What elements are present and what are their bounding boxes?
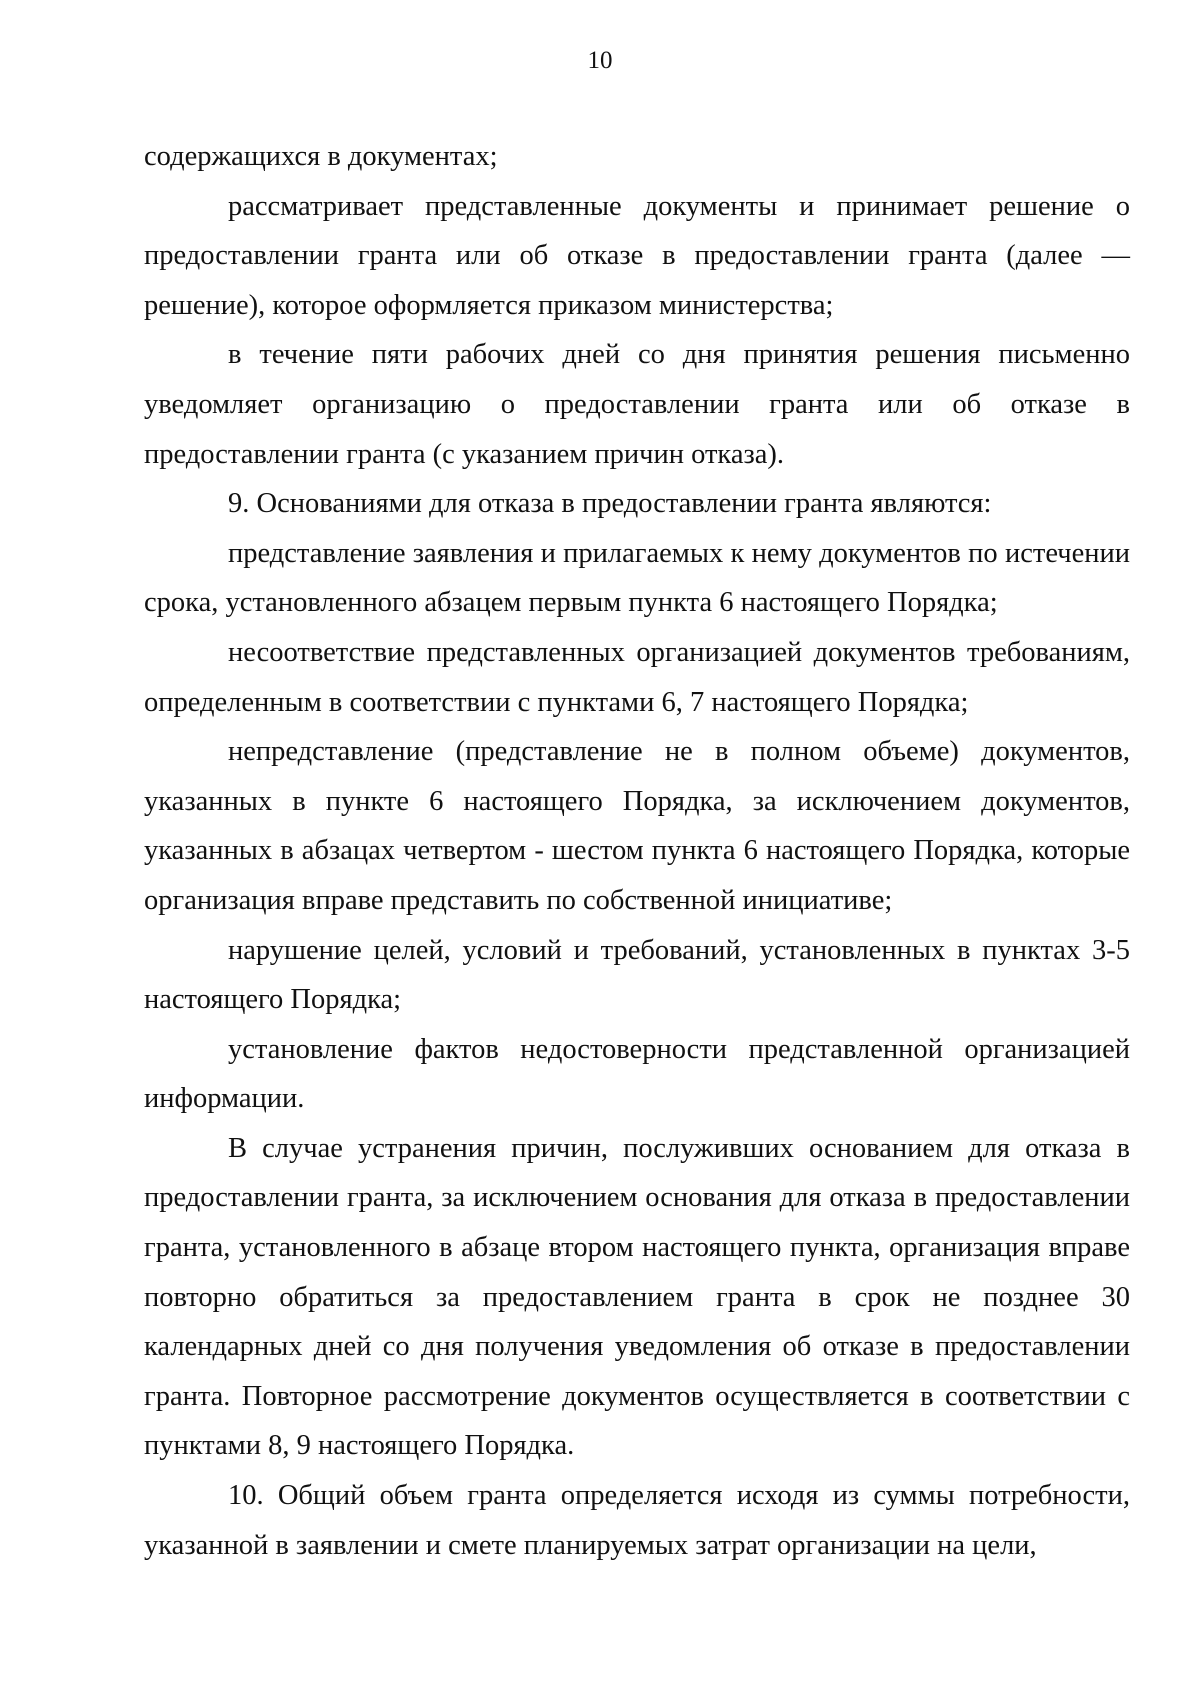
paragraph: нарушение целей, условий и требований, установленных в пунктах 3-5 настоящего Порядка; [144, 934, 1130, 1016]
page-number: 10 [587, 47, 613, 74]
paragraph: в течение пяти рабочих дней со дня принятия решения письменно уведомляет организацию о предоставлении гранта или об отказе в предоставлении гранта (с указанием причин отказа). [144, 339, 1130, 470]
paragraph-item-9: 9. Основаниями для отказа в предоставлении гранта являются: [228, 488, 992, 520]
paragraph: несоответствие представленных организацией документов требованиям, определенным в соответствии с пунктами 6, 7 настоящего Порядка; [144, 636, 1130, 718]
paragraph: представление заявления и прилагаемых к нему документов по истечении срока, установленного абзацем первым пункта 6 настоящего Порядка; [144, 537, 1130, 619]
paragraph: рассматривает представленные документы и принимает решение о предоставлении гранта или об отказе в предоставлении гранта (далее — решение), которое оформляется приказом министерства; [144, 190, 1130, 321]
paragraph-item-10: 10. Общий объем гранта определяется исходя из суммы потребности, указанной в заявлении и смете планируемых затрат организации на цели, [144, 1480, 1130, 1561]
paragraph-continuation: содержащихся в документах; [144, 141, 498, 172]
document-body [144, 132, 1130, 1570]
paragraph: непредставление (представление не в полном объеме) документов, указанных в пункте 6 настоящего Порядка, за исключением документов, указанных в абзацах четвертом - шестом пункта 6 настоящего Порядка, которые организация вправе представить по собственной инициативе; [144, 736, 1130, 916]
paragraph: установление фактов недостоверности представленной организацией информации. [144, 1033, 1130, 1115]
paragraph: В случае устранения причин, послуживших основанием для отказа в предоставлении гранта, за исключением основания для отказа в предоставлении гранта, установленного в абзаце втором настоящего пункта, организация вправе повторно обратиться за предоставлением гранта в срок не позднее 30 календарных дней со дня получения уведомления об отказе в предоставлении гранта. Повторное рассмотрение документов осуществляется в соответствии с пунктами 8, 9 настоящего Порядка. [144, 1132, 1130, 1462]
